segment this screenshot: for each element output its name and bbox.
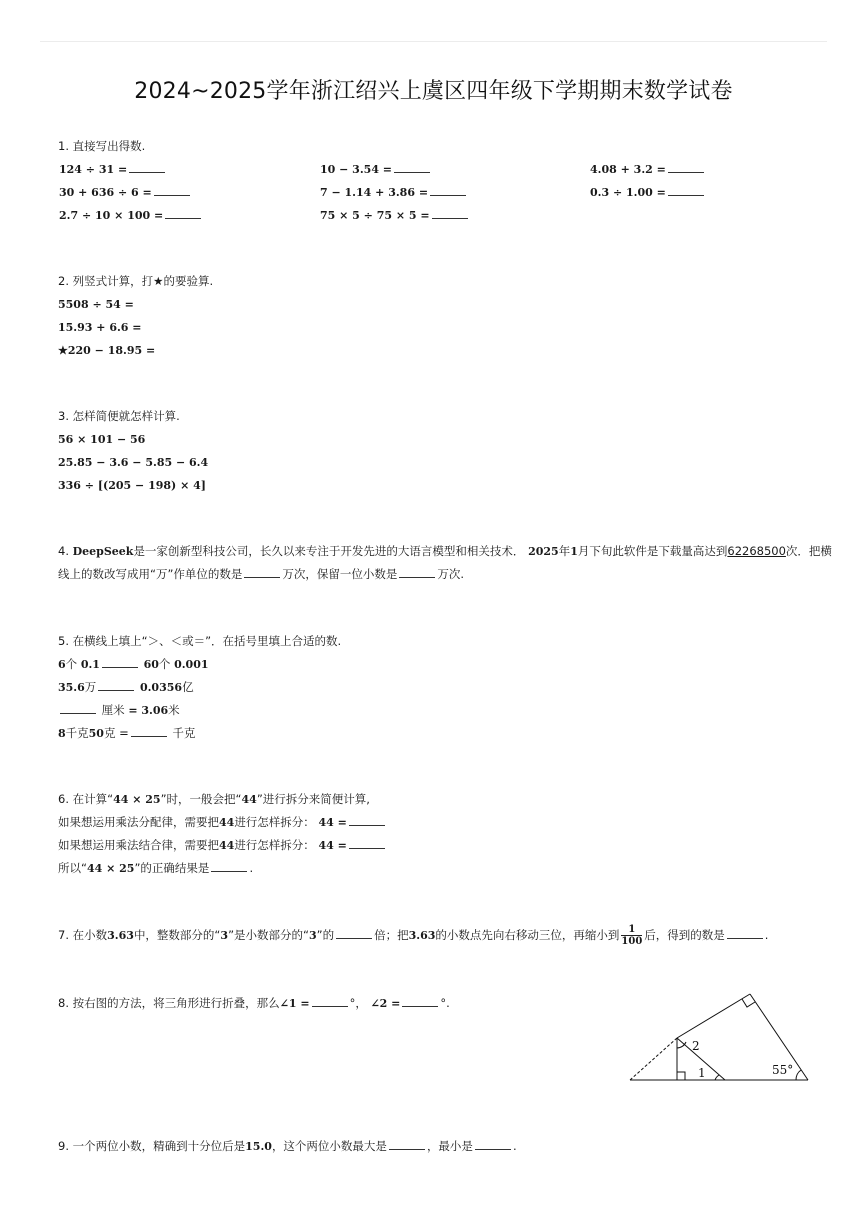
q3-item: 336 ÷ [(205 − 198) × 4] (58, 479, 206, 492)
right-angle-mark-top (742, 999, 755, 1007)
q1-item: 2.7 ÷ 10 × 100 = (59, 204, 203, 227)
question-2-label: 2. 列竖式计算，打★的要验算. (58, 274, 214, 288)
question-2 (58, 270, 213, 362)
triangle-left-side (677, 994, 750, 1038)
answer-blank[interactable] (154, 185, 190, 196)
answer-blank[interactable] (336, 928, 372, 939)
right-angle-mark (677, 1072, 685, 1080)
question-6-line-3: 如果想运用乘法结合律，需要把44进行怎样拆分： 44 = (58, 834, 387, 857)
question-4 (58, 540, 832, 586)
answer-blank[interactable] (102, 657, 138, 668)
angle-55-label: 55° (772, 1063, 794, 1077)
q1-item: 7 − 1.14 + 3.86 = (320, 181, 468, 204)
question-6-line-4: 所以“44 × 25”的正确结果是 . (58, 861, 254, 875)
q1-item: 30 + 636 ÷ 6 = (59, 181, 192, 204)
q1-item: 0.3 ÷ 1.00 = (590, 181, 706, 204)
q1-item: 10 − 3.54 = (320, 158, 432, 181)
question-6 (58, 788, 387, 880)
question-1 (58, 135, 818, 227)
answer-blank[interactable] (475, 1139, 511, 1150)
answer-blank[interactable] (312, 996, 348, 1007)
answer-blank[interactable] (399, 567, 435, 578)
angle-55-arc (796, 1070, 801, 1080)
question-4-line-1: 4. DeepSeek是一家创新型科技公司，长久以来专注于开发先进的大语言模型和相关技术． 2025年1月下旬此软件是下载量高达到62268500次．把横 (58, 544, 832, 558)
fold-dashed-line (630, 1038, 677, 1080)
answer-blank[interactable] (349, 838, 385, 849)
answer-blank[interactable] (727, 928, 763, 939)
question-1-grid (58, 158, 818, 227)
q1-item: 75 × 5 ÷ 75 × 5 = (320, 204, 470, 227)
answer-blank[interactable] (349, 815, 385, 826)
download-count: 62268500 (727, 544, 786, 558)
question-3-label: 3. 怎样简便就怎样计算. (58, 409, 180, 423)
answer-blank[interactable] (432, 208, 468, 219)
answer-blank[interactable] (430, 185, 466, 196)
answer-blank[interactable] (98, 680, 134, 691)
answer-blank[interactable] (165, 208, 201, 219)
q5-item: 厘米 = 3.06米 (58, 699, 341, 722)
question-6-line-2: 如果想运用乘法分配律，需要把44进行怎样拆分： 44 = (58, 811, 387, 834)
q1-item: 4.08 + 3.2 = (590, 158, 706, 181)
answer-blank[interactable] (402, 996, 438, 1007)
folded-triangle-figure (620, 988, 820, 1088)
fraction-one-hundredth: $\frac{1}{100}$ (621, 924, 643, 947)
question-8 (58, 992, 450, 1015)
answer-blank[interactable] (668, 185, 704, 196)
angle-1-arc (715, 1075, 719, 1080)
angle-1-label: 1 (698, 1066, 706, 1080)
q2-item: 15.93 + 6.6 = (58, 321, 142, 334)
question-1-label: 1. 直接写出得数. (58, 139, 146, 153)
angle-2-label: 2 (692, 1039, 700, 1053)
question-4-line-2: 线上的数改写成用“万”作单位的数是 万次，保留一位小数是 万次. (58, 567, 465, 581)
q2-item: ★220 − 18.95 = (58, 344, 156, 357)
answer-blank[interactable] (60, 703, 96, 714)
angle-2-arc (677, 1042, 686, 1048)
question-7-line: 7. 在小数3.63中，整数部分的“3”是小数部分的“3”的 倍；把3.63的小数点先向右移动三位，再缩小到 $\frac{1}{100}$ 后，得到的数是 . (58, 924, 769, 947)
q5-item: 8千克50克 = 千克 (58, 726, 196, 740)
answer-blank[interactable] (394, 162, 430, 173)
answer-blank[interactable] (244, 567, 280, 578)
page-title: 2024~2025学年浙江绍兴上虞区四年级下学期期末数学试卷 (134, 79, 733, 104)
q5-item: 35.6万 0.0356亿 (58, 680, 194, 694)
question-7 (58, 920, 768, 951)
question-9-line: 9. 一个两位小数，精确到十分位后是15.0，这个两位小数最大是 ，最小是 . (58, 1139, 517, 1153)
top-divider (40, 41, 827, 42)
answer-blank[interactable] (131, 726, 167, 737)
q5-item: 6个 0.1 60个 0.001 (58, 657, 209, 671)
question-9 (58, 1135, 517, 1158)
question-5-label: 5. 在横线上填上“＞、＜或＝”．在括号里填上合适的数. (58, 634, 342, 648)
q3-item: 56 × 101 − 56 (58, 433, 146, 446)
question-5 (58, 630, 341, 745)
answer-blank[interactable] (389, 1139, 425, 1150)
answer-blank[interactable] (129, 162, 165, 173)
answer-blank[interactable] (668, 162, 704, 173)
question-8-line: 8. 按右图的方法，将三角形进行折叠，那么∠1 = °， ∠2 = °. (58, 996, 450, 1010)
q2-item: 5508 ÷ 54 = (58, 298, 134, 311)
star-icon: ★ (153, 274, 164, 288)
q3-item: 25.85 − 3.6 − 5.85 − 6.4 (58, 456, 209, 469)
answer-blank[interactable] (211, 861, 247, 872)
q1-item: 124 ÷ 31 = (59, 158, 167, 181)
question-6-line-1: 6. 在计算“44 × 25”时，一般会把“44”进行拆分来简便计算, (58, 792, 370, 806)
question-3 (58, 405, 208, 497)
